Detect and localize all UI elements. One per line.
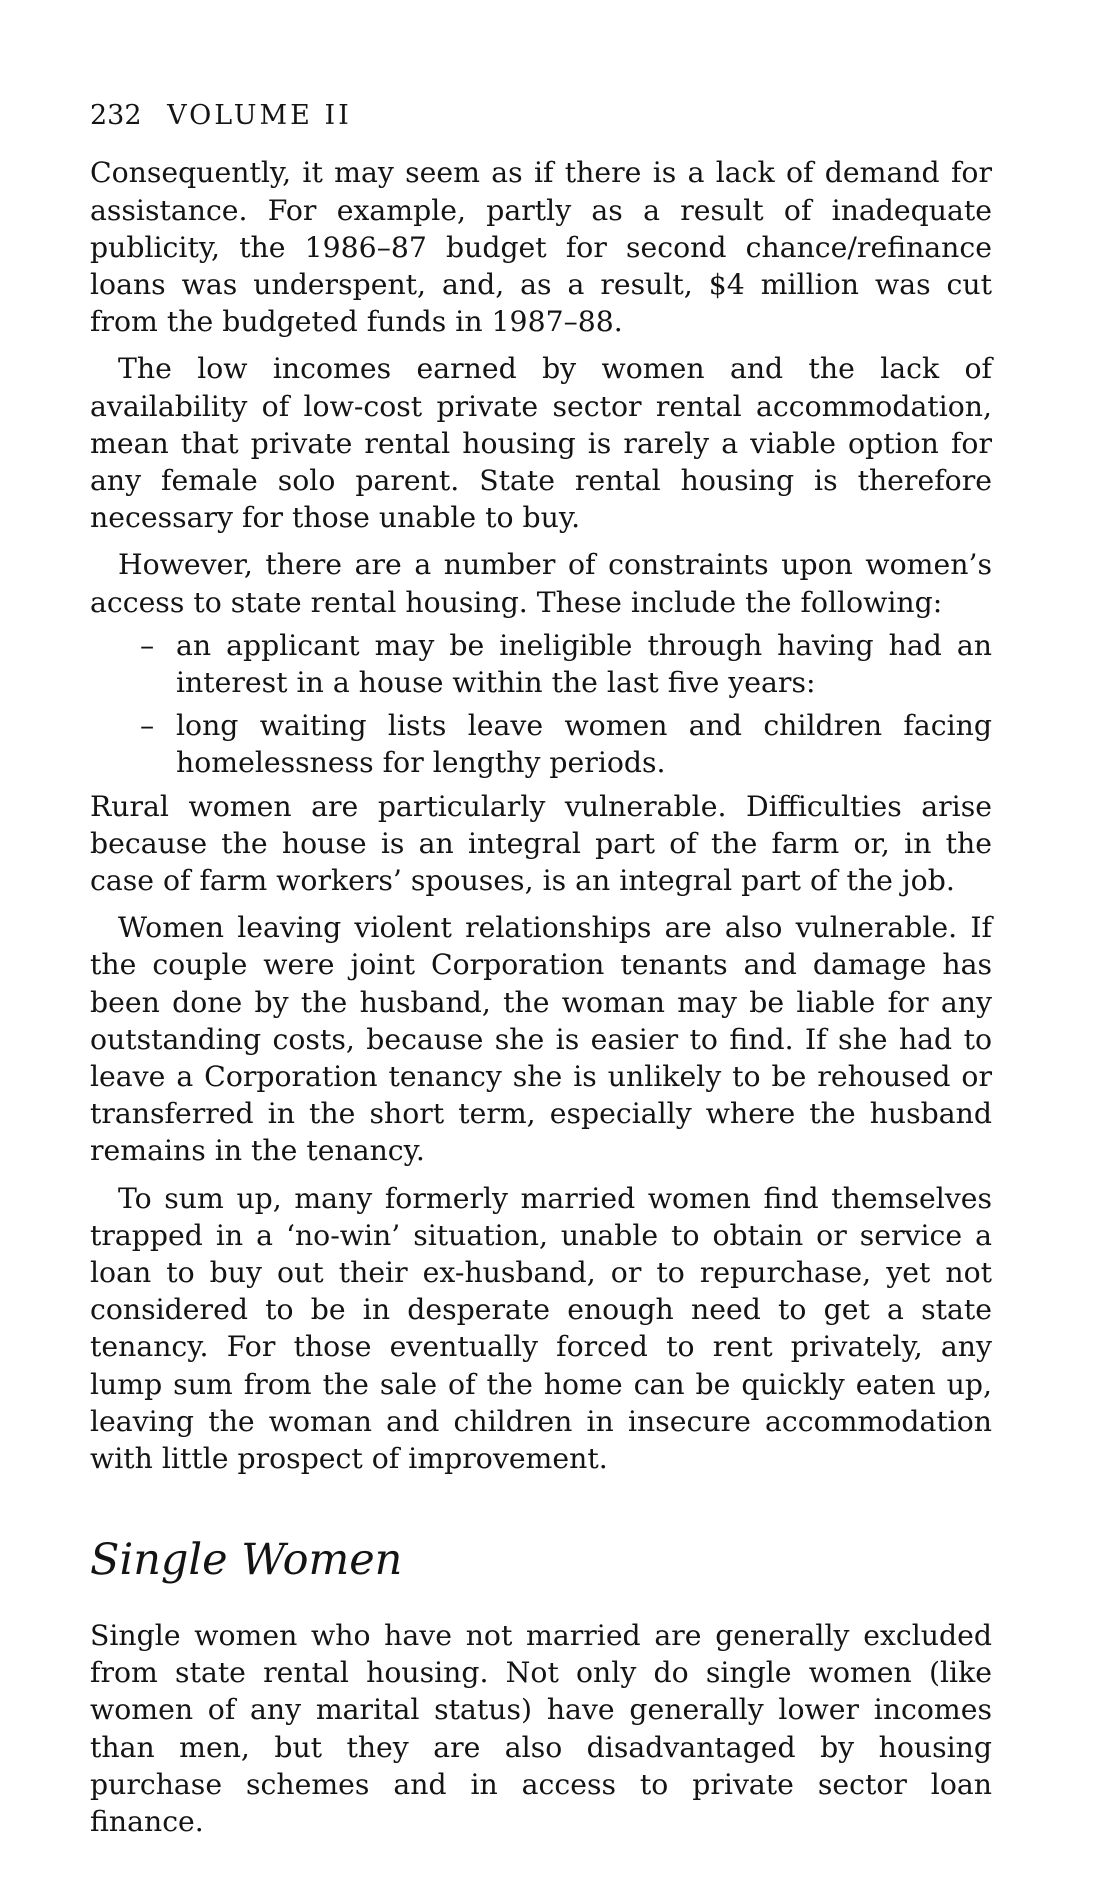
list-item-text: an applicant may be ineligible through having had an interest in a house within the last five years: xyxy=(176,628,992,700)
paragraph-constraints-intro: However, there are a number of constraints upon women’s access to state rental housing. These include the following: xyxy=(90,548,992,619)
dash-bullet: – xyxy=(140,709,155,743)
volume-label: VOLUME II xyxy=(167,100,352,131)
list-item xyxy=(90,627,992,701)
paragraph-low-incomes: The low incomes earned by women and the lack of availability of low-cost private sector rental accommodation, mean that private rental housing is rarely a viable option for any female solo parent. State rental housing is therefore necessary for those unable to buy. xyxy=(90,352,992,535)
running-head xyxy=(90,100,992,132)
paragraph-demand-for-assistance: Consequently, it may seem as if there is a lack of demand for assistance. For example, partly as a result of inadequate publicity, the 1986–87 budget for second chance/refinance loans was underspent, and, as a result, $4 million was cut from the budgeted funds in 1987–88. xyxy=(90,156,992,339)
paragraph-rural-women: Rural women are particularly vulnerable. Difficulties arise because the house is an integral part of the farm or, in the case of farm workers’ spouses, is an integral part of the job. xyxy=(90,789,992,898)
constraints-list xyxy=(90,627,992,782)
list-item xyxy=(90,707,992,781)
paragraph-summary: To sum up, many formerly married women find themselves trapped in a ‘no-win’ situation, unable to obtain or service a loan to buy out their ex-husband, or to repurchase, yet not considered to be in desperate enough need to get a state tenancy. For those eventually forced to rent privately, any lump sum from the sale of the home can be quickly eaten up, leaving the woman and children in insecure accommodation with little prospect of improvement. xyxy=(90,1181,992,1476)
book-page xyxy=(90,100,992,1840)
paragraph-violent-relationships: Women leaving violent relationships are also vulnerable. If the couple were joint Corporation tenants and damage has been done by the husband, the woman may be liable for any outstanding costs, because she is easier to find. If she had to leave a Corporation tenancy she is unlikely to be rehoused or transferred in the short term, especially where the husband remains in the tenancy. xyxy=(90,911,992,1168)
page-number: 232 xyxy=(90,100,142,131)
paragraph-single-women: Single women who have not married are generally excluded from state rental housing. Not only do single women (like women of any marital status) have generally lower incomes than men, but they are also disadvantaged by housing purchase schemes and in access to private sector loan finance. xyxy=(90,1618,992,1838)
section-heading: Single Women xyxy=(90,1535,403,1586)
list-item-text: long waiting lists leave women and children facing homelessness for lengthy periods. xyxy=(176,709,992,780)
dash-bullet: – xyxy=(140,628,155,662)
